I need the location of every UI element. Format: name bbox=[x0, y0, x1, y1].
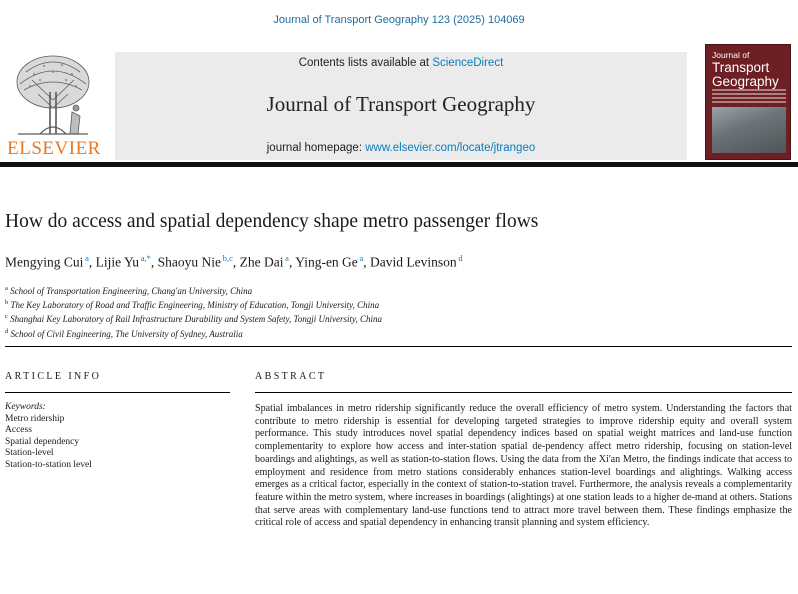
affiliation-list bbox=[5, 283, 795, 340]
keyword-item[interactable]: Spatial dependency bbox=[5, 436, 80, 447]
journal-banner bbox=[115, 52, 687, 160]
article-title: How do access and spatial dependency shape metro passenger flows bbox=[5, 211, 539, 232]
affiliation-item: $^a$ School of Transportation Engineering, Chang'an University, China bbox=[5, 285, 253, 296]
contents-prefix: Contents lists available at bbox=[298, 57, 433, 69]
author-affiliation-marker[interactable]: a bbox=[85, 253, 89, 263]
elsevier-logo[interactable] bbox=[4, 50, 100, 160]
abstract-rule bbox=[255, 392, 792, 393]
author-affiliation-marker[interactable]: b,c bbox=[222, 253, 233, 263]
keyword-item[interactable]: Access bbox=[5, 425, 32, 436]
author-name[interactable]: Mengying Cui bbox=[5, 254, 84, 270]
keywords-label: Keywords: bbox=[5, 402, 46, 412]
abstract-text: Spatial imbalances in metro ridership significantly reduce the overall efficiency of metro system. Understanding the factors that contribute to metro ridership is essential for developing targeted strategies to improve ridership equity and overall system performance. This study introduces novel spatial dependency indices based on spatial weight matrices and land-use function complementarity to explore how access and inter-station spatial de-pendency affect metro ridership, focusing on station-level boardings and alightings, as well as station-to-station flows. Using the data from the Xi'an Metro, the findings indicate that access to employment and residence from metro stations considerably enhances station-level boardings and alightings. Walking access emerges as a critical factor, especially in the context of station-to-station travel. Furthermore, the analysis reveals a complementarity feature within the metro system, where increases in boardings (alightings) at one station leads to a higher de-mand at others. Stations that serve areas with complementary land-use functions tend to attract more travel between them. These findings emphasize the critical role of access and spatial dependency in enhancing transit planning and system efficiency. bbox=[255, 403, 792, 529]
keywords-block bbox=[5, 402, 225, 472]
abstract-heading: ABSTRACT bbox=[255, 371, 327, 382]
contents-line bbox=[115, 57, 687, 69]
journal-title: Journal of Transport Geography bbox=[266, 92, 536, 116]
author-affiliation-marker[interactable]: a bbox=[359, 253, 364, 263]
author-list: Mengying Cui $^a$, Lijie Yu $^{a,*}$, Shaoyu Nie $^{b,c}$, Zhe Dai $^a$, Ying-en Ge $^a$, David Levinson $^d$ bbox=[5, 253, 463, 270]
author-affiliation-marker[interactable]: a bbox=[285, 253, 289, 263]
affiliation-item: $^c$ Shanghai Key Laboratory of Rail Infrastructure Durability and System Safety, Tongji University, China bbox=[5, 313, 382, 325]
author-name[interactable]: Shaoyu Nie bbox=[157, 254, 221, 270]
journal-homepage-link[interactable]: www.elsevier.com/locate/jtrangeo bbox=[365, 142, 536, 154]
keyword-item[interactable]: Station-level bbox=[5, 448, 54, 459]
elsevier-wordmark: ELSEVIER bbox=[7, 138, 101, 159]
section-divider bbox=[5, 346, 792, 347]
homepage-prefix: journal homepage: bbox=[266, 142, 366, 154]
journal-citation[interactable]: Journal of Transport Geography 123 (2025) 104069 bbox=[273, 14, 525, 26]
sciencedirect-link[interactable]: ScienceDirect bbox=[432, 57, 504, 69]
article-info-rule bbox=[5, 392, 230, 393]
elsevier-tree-icon bbox=[10, 50, 96, 136]
affiliation-item: $^d$ School of Civil Engineering, The University of Sydney, Australia bbox=[5, 327, 243, 339]
homepage-line bbox=[115, 142, 687, 154]
author-name[interactable]: Lijie Yu bbox=[95, 254, 139, 270]
keyword-item[interactable]: Station-to-station level bbox=[5, 459, 92, 470]
affiliation-item: $^b$ The Key Laboratory of Road and Traffic Engineering, Ministry of Education, Tongji University, China bbox=[5, 299, 380, 311]
journal-header bbox=[0, 44, 798, 162]
journal-cover-thumbnail[interactable] bbox=[705, 44, 791, 160]
cover-title-line3: Geography bbox=[712, 74, 779, 89]
cover-title bbox=[712, 51, 788, 89]
author-name[interactable]: Ying-en Ge bbox=[295, 254, 358, 270]
article-info-heading: ARTICLE INFO bbox=[5, 371, 102, 382]
header-divider bbox=[0, 162, 798, 167]
cover-photo bbox=[712, 107, 786, 153]
author-affiliation-marker[interactable]: d bbox=[458, 253, 463, 263]
author-affiliation-marker[interactable]: a,* bbox=[140, 253, 151, 263]
cover-text-lines bbox=[712, 89, 786, 105]
cover-title-line1: Journal of bbox=[712, 50, 750, 60]
keyword-item[interactable]: Metro ridership bbox=[5, 413, 65, 424]
author-name[interactable]: David Levinson bbox=[370, 254, 457, 270]
author-name[interactable]: Zhe Dai bbox=[239, 254, 284, 270]
cover-title-line2: Transport bbox=[712, 59, 770, 75]
